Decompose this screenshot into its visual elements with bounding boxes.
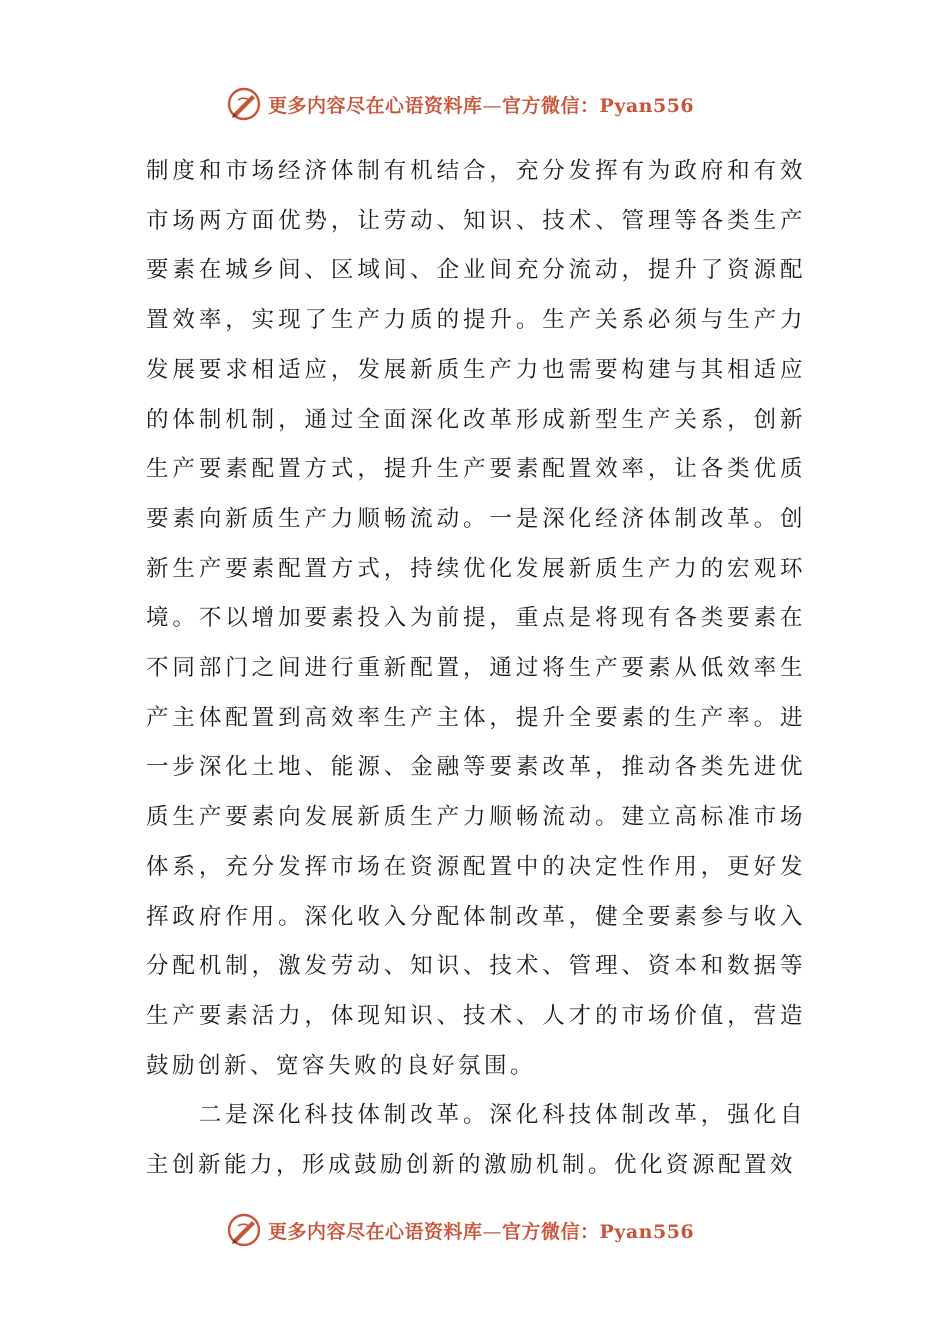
footer-banner [226,1210,694,1250]
header-banner [226,84,694,124]
pen-logo-icon [226,86,262,122]
pen-logo-icon [226,1212,262,1248]
paragraph-1: 制度和市场经济体制有机结合，充分发挥有为政府和有效市场两方面优势，让劳动、知识、技术、管理等各类生产要素在城乡间、区域间、企业间充分流动，提升了资源配置效率，实现了生产力质的提升。生产关系必须与生产力发展要求相适应，发展新质生产力也需要构建与其相适应的体制机制，通过全面深化改革形成新型生产关系，创新生产要素配置方式，提升生产要素配置效率，让各类优质要素向新质生产力顺畅流动。一是深化经济体制改革。创新生产要素配置方式，持续优化发展新质生产力的宏观环境。不以增加要素投入为前提，重点是将现有各类要素在不同部门之间进行重新配置，通过将生产要素从低效率生产主体配置到高效率生产主体，提升全要素的生产率。进一步深化土地、能源、金融等要素改革，推动各类先进优质生产要素向发展新质生产力顺畅流动。建立高标准市场体系，充分发挥市场在资源配置中的决定性作用，更好发挥政府作用。深化收入分配体制改革，健全要素参与收入分配机制，激发劳动、知识、技术、管理、资本和数据等生产要素活力，体现知识、技术、人才的市场价值，营造鼓励创新、宽容失败的良好氛围。 [146,158,806,1079]
banner-dash: — [482,1220,503,1243]
banner-text [268,1217,694,1244]
brand-text: 更多内容尽在心语资料库 [268,94,483,117]
wechat-id: Pyan556 [599,1220,695,1243]
wechat-label: 官方微信： [502,94,600,117]
wechat-label: 官方微信： [502,1220,600,1243]
paragraph-2: 二是深化科技体制改革。深化科技体制改革，强化自主创新能力，形成鼓励创新的激励机制。优化资源配置效 [146,1102,806,1179]
banner-text [268,91,694,118]
document-body [146,147,806,1191]
brand-text: 更多内容尽在心语资料库 [268,1220,483,1243]
banner-dash: — [482,94,503,117]
wechat-id: Pyan556 [599,94,695,117]
